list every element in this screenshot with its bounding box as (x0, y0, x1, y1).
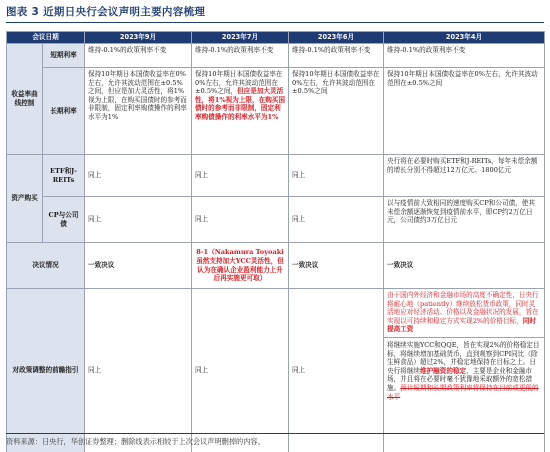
row-long-rate (7, 68, 545, 155)
cell-guidance-jun: 同上 (289, 289, 384, 452)
label-vote: 决议情况 (7, 243, 85, 289)
cell-guidance-jul: 同上 (192, 289, 289, 452)
label-long-rate: 长期利率 (43, 68, 85, 155)
row-cp (7, 197, 545, 243)
cell-long-apr: 保持10年期日本国债收益率在0%左右，允许其波动范围在±0.5%之间 (384, 68, 545, 155)
cell-etf-jul: 同上 (192, 155, 289, 197)
cell-cp-apr: 以与疫情前大致相同的速度购买CP和公司债，使其未偿余额逐渐恢复到疫情前水平，即CP约2万亿日元，公司债约3万亿日元 (384, 197, 545, 243)
row-vote (7, 243, 545, 289)
cell-short-jul: 维持-0.1%的政策利率不变 (192, 44, 289, 68)
cell-vote-jun: 一致决议 (289, 243, 384, 289)
row-short-rate (7, 44, 545, 68)
long-jul-red: 但应是加大灵活性，将1%视为上限，在购买国债时的参考而非限制，固定利率购债操作的利率水平为1% (195, 87, 285, 121)
cell-etf-apr: 央行将在必要时购买ETF和J-REITs，每年未偿余额的增长分别不得超过12万亿元、1800亿元 (384, 155, 545, 197)
cell-cp-sep: 同上 (85, 197, 192, 243)
cell-long-jul (192, 68, 289, 155)
cell-vote-jul: 8-1（Nakamura Toyoaki虽然支持加大YCC灵活性，但认为在确认企业盈利能力上升后再实施更可取） (192, 243, 289, 289)
cell-cp-jul: 同上 (192, 197, 289, 243)
cell-short-jun: 维持-0.1%的政策利率不变 (289, 44, 384, 68)
label-forward-guidance: 对政策调整的前瞻指引 (7, 289, 85, 452)
label-asset-purchase: 资产购买 (7, 155, 43, 243)
cell-guidance-apr (384, 289, 545, 452)
header-2023-06: 2023年6月 (289, 32, 384, 44)
row-etf (7, 155, 545, 197)
header-2023-07: 2023年7月 (192, 32, 289, 44)
header-row (7, 32, 545, 44)
figure-title: 图表 3 近期日央行会议声明主要内容梳理 (6, 6, 206, 18)
cell-short-apr: 维持-0.1%的政策利率不变 (384, 44, 545, 68)
guidance-apr-a-red: 同时提高工资 (387, 316, 536, 334)
footer-rule (6, 433, 544, 434)
label-short-rate: 短期利率 (43, 44, 85, 68)
title-rule (6, 22, 544, 23)
cell-long-sep: 保持10年期日本国债收益率在0%左右，允许其波动范围在±0.5%之间，但应是加大灵活性，将1%视为上限，在购买国债时的参考而非限制，固定利率购债操作的利率水平为1% (85, 68, 192, 155)
label-etf: ETF和J-REITs (43, 155, 85, 197)
cell-vote-apr: 一致决议 (384, 243, 545, 289)
guidance-apr-part-a: 由于国内外经济和金融市场的高度不确定性，日央行将耐心地（patiently）继续放松货币政策，同时灵活地应对经济活动、价格以及金融状况的发展，旨在实现以可持续和稳定方式实现2%的价格目标，同时提高工资 (384, 291, 544, 338)
cell-cp-jun: 同上 (289, 197, 384, 243)
row-guidance (7, 289, 545, 452)
cell-short-sep: 维持-0.1%的政策利率不变 (85, 44, 192, 68)
header-meeting-date: 会议日期 (7, 32, 85, 44)
policy-statement-table (6, 31, 545, 452)
guidance-apr-b-red: 维护融资的稳定 (419, 366, 467, 375)
source-footer: 资料来源：日央行，华创证券整理；删除线表示相较于上次会议声明删掉的内容。 (6, 437, 265, 446)
header-2023-04: 2023年4月 (384, 32, 545, 44)
header-2023-09: 2023年9月 (85, 32, 192, 44)
guidance-apr-b-strike: 预计短期和长期政策利率将保持在目前或更低的水平 (387, 383, 539, 401)
long-jul-plain: 保持10年期日本国债收益率在0%左右，允许其波动范围在±0.5%之间， (195, 70, 283, 96)
cell-etf-jun: 同上 (289, 155, 384, 197)
cell-guidance-sep: 同上 (85, 289, 192, 452)
guidance-apr-part-b: 将继续实施YCC和QQE，旨在实现2%的价格稳定目标，将继续增加基础货币，直到观察到CPI同比（除生鲜食品）超过2%，并稳定地保持在目标之上。日央行将继续维护融资的稳定，主要是企业和金融市场，并且将在必要时毫不犹豫地采取额外的宽松措施。预计短期和长期政策利率将保持在目前或更低的水平 (387, 340, 540, 401)
cell-long-jun: 保持10年期日本国债收益率在0%左右，允许其波动范围在±0.5%之间 (289, 68, 384, 155)
cell-etf-sep: 同上 (85, 155, 192, 197)
label-yield-curve-control: 收益率曲线控制 (7, 44, 43, 155)
label-cp: CP与公司债 (43, 197, 85, 243)
cell-vote-sep: 一致决议 (85, 243, 192, 289)
